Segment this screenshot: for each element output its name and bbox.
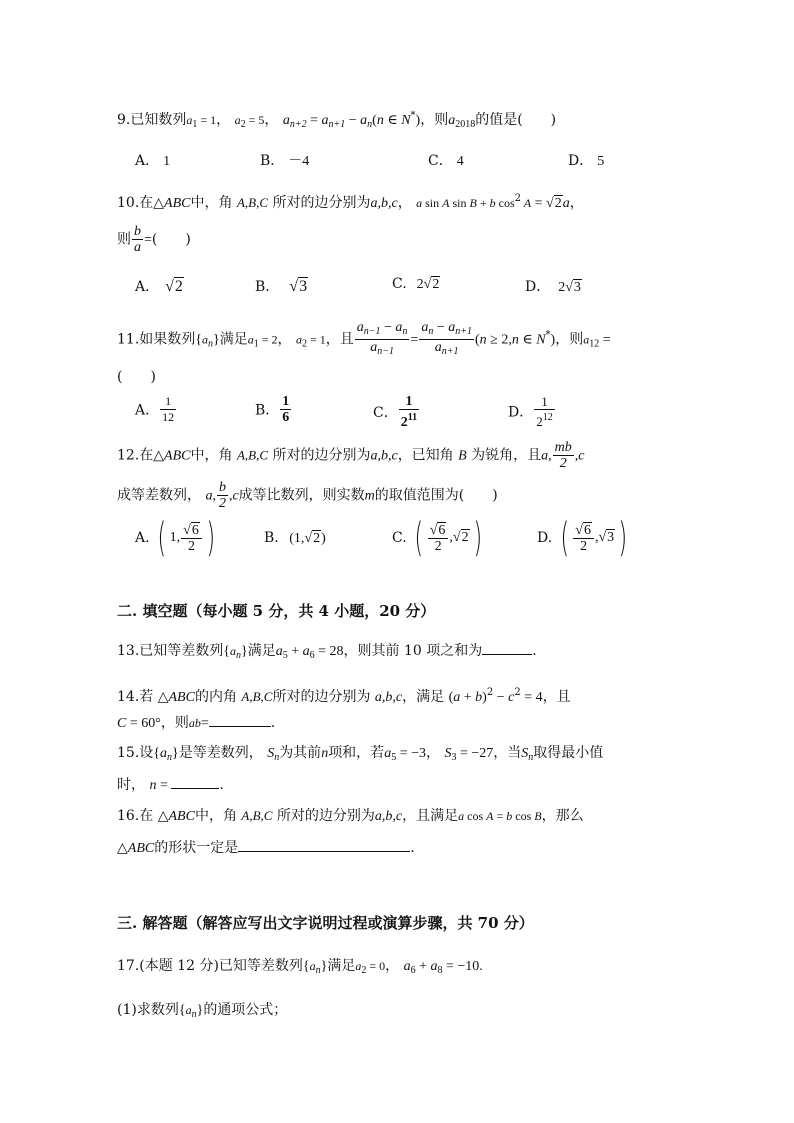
question-10-line2: 则 $\frac{b}{a}$ =( ) xyxy=(117,224,191,255)
option-b: B． $\frac{1}{6}$ xyxy=(255,394,290,425)
question-15: 15.设$\{a_n\}$是等差数列， $S_n$为其前n项和，若$a_5 = -3$， $S_3 = -27$，当$S_n$取得最小值 xyxy=(117,745,604,763)
answer-blank[interactable] xyxy=(238,837,410,852)
question-16: 16.在 △ABC中，角 A,B,C 所对的边分别为a,b,c，且满足a cos A = b cos B，那么 xyxy=(117,808,584,824)
option-a: A． 1 xyxy=(135,153,171,169)
option-d: D． 5 xyxy=(568,153,605,169)
question-17-part1: (1)求数列$\{a_n\}$的通项公式； xyxy=(117,1002,288,1020)
stem-text: 已知数列 xyxy=(130,112,187,128)
option-a: A． $\frac{1}{12}$ xyxy=(135,394,175,424)
stem-text: ，则 xyxy=(420,112,449,128)
answer-blank[interactable] xyxy=(209,712,271,727)
option-c: C. ( $\frac{√6}{2}$ ,√2 ) xyxy=(392,515,482,561)
math-expr: a xyxy=(186,113,193,127)
option-d: D． 2√3 xyxy=(525,279,581,295)
question-10: 10.在△ABC中，角 A,B,C 所对的边分别为a,b,c， a sin A sin B + b $\cos^2 A = √2a$， xyxy=(117,193,584,211)
question-number: 10. xyxy=(117,195,140,211)
option-a: A. ( 1, $\frac{√6}{2}$ ) xyxy=(135,515,215,561)
section-title: 二. 填空题（每小题 5 分，共 4 小题，20 分） xyxy=(117,602,436,620)
question-12-line2: 成等差数列， a, $\frac{b}{2}$ ,c成等比数列，则实数m的取值范围为( ) xyxy=(117,480,498,511)
option-c: C． $\frac{1}{2^{11}}$ xyxy=(373,394,418,430)
section-title: 三. 解答题（解答应写出文字说明过程或演算步骤，共 70 分） xyxy=(117,914,534,932)
answer-blank[interactable] xyxy=(482,640,532,655)
question-14-line2: C = 60°，则ab= . xyxy=(117,712,275,735)
question-12: 12.在△ABC中，角 A,B,C 所对的边分别为a,b,c，已知角 B 为锐角，且a, $\frac{mb}{2}$ ,c xyxy=(117,440,585,471)
question-11: 11.如果数列$\{a_n\}$满足$a_1 = 2$， $a_2 = 1$，且 $\frac{a_{n-1} - a_n}{a_{n-1}}$ = $\frac{a_n - a_{n+1}}{a_{n+1}}$ (n ≥ 2,n ∈ N*)，则$a_{12}$ = xyxy=(117,320,611,357)
question-number: 9. xyxy=(117,112,131,128)
stem-text: 的值是( ) xyxy=(475,112,557,128)
question-13: 13.已知等差数列$\{a_n\}$满足$a_5 + a_6 = 28$，则其前 10 项之和为 . xyxy=(117,640,537,667)
question-11-paren: ( ) xyxy=(117,369,156,385)
option-b: B． √3 xyxy=(255,278,308,295)
question-17: 17.(本题 12 分)已知等差数列$\{a_n\}$满足$a_2 = 0$， $a_6 + a_8 = -10$. xyxy=(117,958,483,976)
option-d: D. ( $\frac{√6}{2}$ ,√3 ) xyxy=(537,515,628,561)
question-16-line2: △ABC的形状一定是 . xyxy=(117,837,415,860)
answer-blank[interactable] xyxy=(171,774,219,789)
question-9: 9.已知数列$a_1 = 1$， $a_2 = 5$， $a_{n+2} = a_{n+1} - a_n(n$ ∈ N*)，则$a_{2018}$的值是( ) xyxy=(117,110,557,130)
option-b: B． －4 xyxy=(260,153,310,169)
question-15-line2: 时， n = . xyxy=(117,774,224,797)
option-d: D． $\frac{1}{2^{12}}$ xyxy=(508,394,553,429)
option-c: C． 4 xyxy=(428,153,464,169)
option-c: C. 2√2 xyxy=(392,276,440,292)
option-b: B. (1,√2) xyxy=(264,530,326,546)
question-14: 14.若 △ABC的内角 A,B,C所对的边分别为 a,b,c，满足 $(a + b)^2 - c^2 = 4$，且 xyxy=(117,687,571,705)
option-a: A． √2 xyxy=(135,278,183,295)
